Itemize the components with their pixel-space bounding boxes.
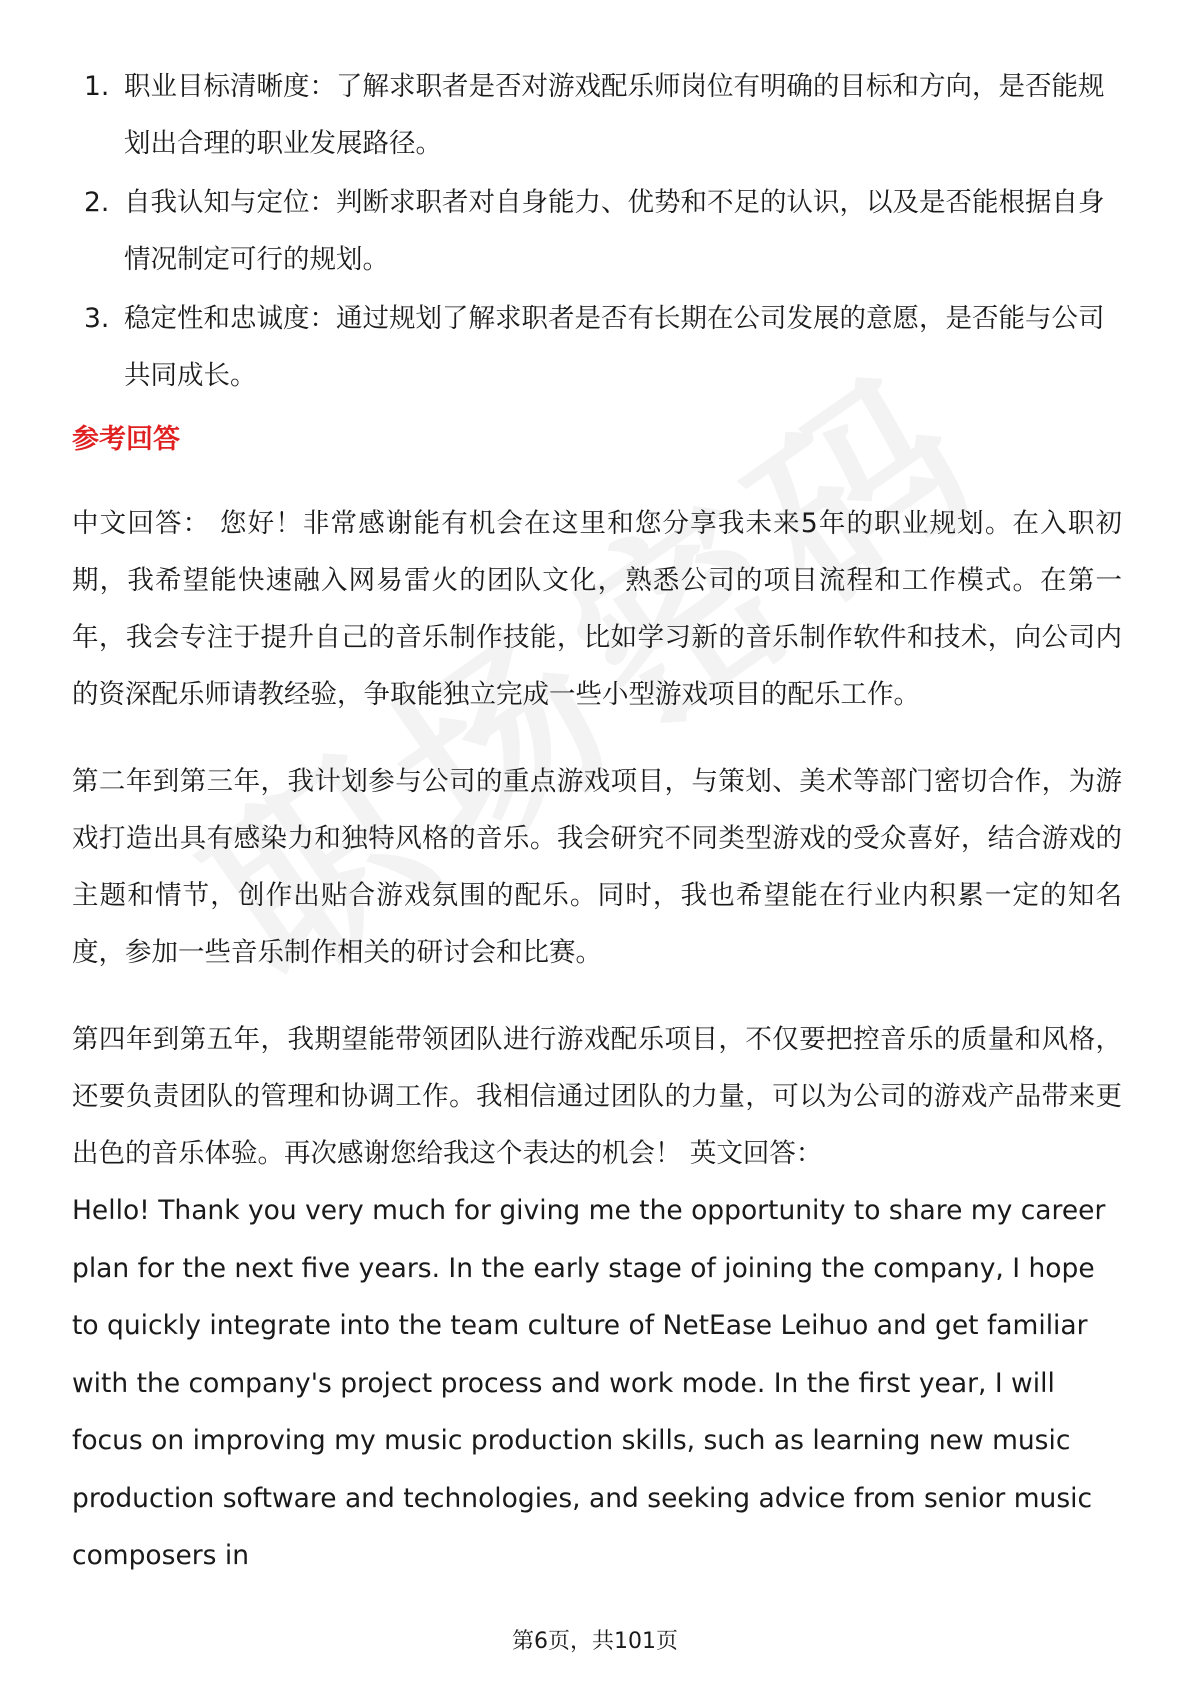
criteria-text: 职业目标清晰度：了解求职者是否对游戏配乐师岗位有明确的目标和方向，是否能规划出合理的职业发展路径。 [124,71,1105,159]
criteria-number: 3. [84,303,110,334]
criteria-item [72,174,1120,288]
criteria-number: 2. [84,187,110,218]
criteria-text: 稳定性和忠诚度：通过规划了解求职者是否有长期在公司发展的意愿，是否能与公司共同成长。 [124,303,1105,391]
evaluation-criteria-list [72,58,1120,406]
answer-paragraph: 中文回答： 您好！非常感谢能有机会在这里和您分享我未来5年的职业规划。在入职初期，我希望能快速融入网易雷火的团队文化，熟悉公司的项目流程和工作模式。在第一年，我会专注于提升自己的音乐制作技能，比如学习新的音乐制作软件和技术，向公司内的资深配乐师请教经验，争取能独立完成一些小型游戏项目的配乐工作。 [72,508,1122,710]
criteria-number: 1. [84,71,110,102]
criteria-item [72,290,1120,404]
section-title: 参考回答 [72,424,180,455]
page-footer: 第6页，共101页 [512,1629,678,1654]
criteria-item [72,58,1120,172]
answer-paragraph: 第二年到第三年，我计划参与公司的重点游戏项目，与策划、美术等部门密切合作，为游戏打造出具有感染力和独特风格的音乐。我会研究不同类型游戏的受众喜好，结合游戏的主题和情节，创作出贴合游戏氛围的配乐。同时，我也希望能在行业内积累一定的知名度，参加一些音乐制作相关的研讨会和比赛。 [72,766,1122,968]
criteria-text: 自我认知与定位：判断求职者对自身能力、优势和不足的认识，以及是否能根据自身情况制定可行的规划。 [124,187,1105,275]
answer-paragraph: 第四年到第五年，我期望能带领团队进行游戏配乐项目，不仅要把控音乐的质量和风格，还要负责团队的管理和协调工作。我相信通过团队的力量，可以为公司的游戏产品带来更出色的音乐体验。再次感谢您给我这个表达的机会！ 英文回答： [72,1024,1122,1169]
english-answer-paragraph: Hello! Thank you very much for giving me the opportunity to share my career plan for the next five years. In the early stage of joining the company, I hope to quickly integrate into the team culture of NetEase Leihuo and get familiar with the company's project process and work mode. In the first year, I will focus on improving my music production skills, such as learning new music production software and technologies, and seeking advice from senior music composers in [72,1195,1106,1571]
reference-answer [72,495,1122,1585]
